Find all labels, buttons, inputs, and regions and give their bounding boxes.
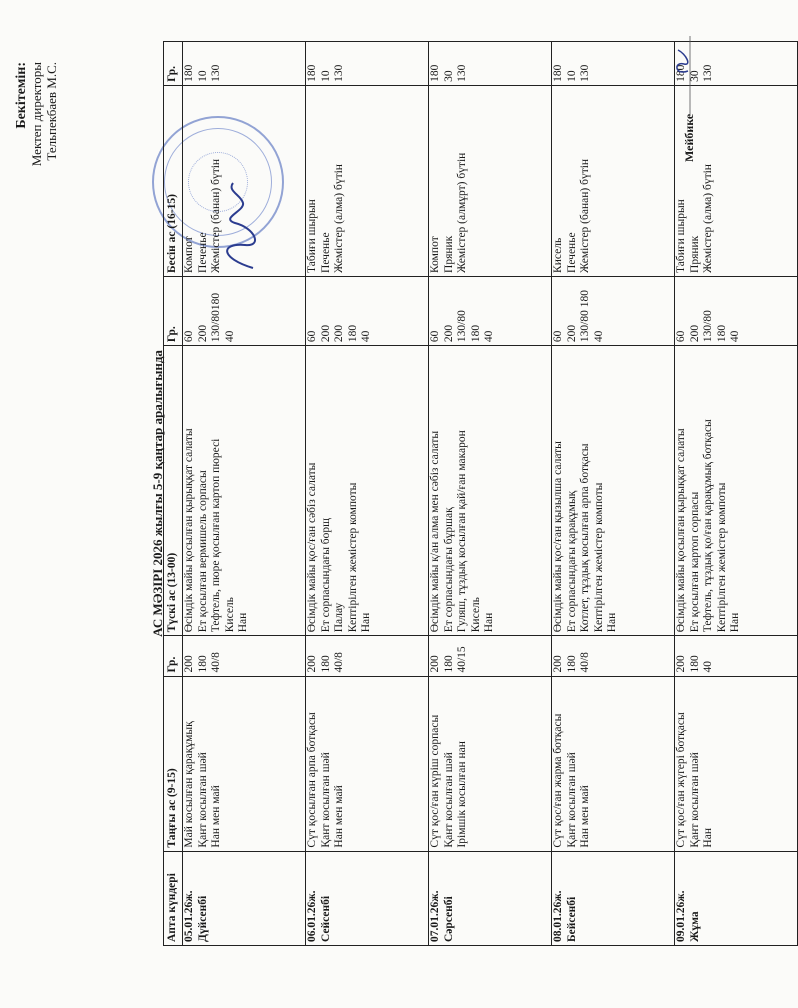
- gram-value: 180: [715, 324, 728, 343]
- approval-title: Бекітемін:: [14, 62, 29, 129]
- lunch-items-cell: [429, 346, 552, 636]
- gram-value: 200: [565, 324, 578, 343]
- gram-value: 200: [306, 655, 318, 673]
- dish-name: Котлет, тұздық косылған арпа ботқасы: [579, 443, 591, 633]
- gram-value: 10: [319, 70, 332, 82]
- row-date: 08.01.26ж.: [552, 890, 564, 942]
- gram-value: 40/8: [210, 652, 222, 673]
- approval-position: Мектеп директоры: [29, 62, 44, 167]
- dish-name: Өсімдік майы қ/ан алма мен сәбіз салаты: [429, 430, 441, 633]
- gram-value: 200: [675, 655, 687, 673]
- dish-name: Май косылған қарақұмық: [183, 721, 195, 848]
- gram-value: 40: [483, 330, 495, 343]
- breakfast-grams-cell: [183, 636, 306, 676]
- dish-name: Кептірілген жемістер компоты: [715, 482, 728, 633]
- dish-name: Өсімдік майы қос/ған сәбіз салаты: [306, 462, 318, 633]
- day-cell: [552, 851, 675, 945]
- gram-value: 180: [552, 64, 564, 82]
- dish-name: Өсімдік майы қос/ған қызылша салаты: [552, 441, 564, 633]
- dish-name: Кептірілген жемістер компоты: [592, 482, 605, 633]
- gram-value: 10: [565, 70, 578, 82]
- gram-value: 130: [579, 64, 591, 82]
- lunch-grams-cell: [306, 276, 429, 345]
- breakfast-grams-cell: [429, 636, 552, 676]
- row-weekday: Дүйсенбі: [196, 895, 209, 942]
- gram-value: 180: [346, 324, 359, 343]
- gram-value: 130: [702, 64, 714, 82]
- snack-grams-cell: [183, 42, 306, 86]
- dish-name: Сүт қос/ған жүгері ботқасы: [675, 712, 687, 848]
- table-header-row: [164, 42, 183, 946]
- gram-value: 180: [442, 655, 455, 673]
- gram-value: 200: [552, 655, 564, 673]
- lunch-grams-cell: [552, 276, 675, 345]
- table-row: [429, 42, 552, 946]
- dish-name: Қант косылған шәй: [319, 752, 332, 848]
- lunch-grams-cell: [429, 276, 552, 345]
- dish-name: Жемістер (банан) бүтін: [579, 158, 591, 273]
- gram-value: 200: [183, 655, 195, 673]
- snack-items-cell: [552, 85, 675, 276]
- gram-value: 40/8: [333, 652, 345, 673]
- nurse-signature: [672, 36, 694, 116]
- gram-value: 130/80 180: [579, 289, 591, 343]
- snack-items-cell: [183, 85, 306, 276]
- dish-name: Ірімшік косылған нан: [456, 741, 468, 848]
- gram-value: 180: [565, 655, 578, 673]
- dish-name: Нан: [606, 612, 618, 633]
- lunch-grams-cell: [675, 276, 798, 345]
- approval-name: Тельпекбаев М.С.: [44, 62, 59, 161]
- gram-value: 30: [688, 70, 701, 82]
- dish-name: Компот: [429, 236, 441, 273]
- dish-name: Қант косылған шәй: [442, 752, 455, 848]
- dish-name: Кисель: [223, 597, 236, 633]
- dish-name: Ет сорпасындағы борщ: [319, 517, 332, 633]
- breakfast-items-cell: [429, 676, 552, 851]
- header-lunch: Түскі ас (13-00): [164, 346, 183, 636]
- breakfast-grams-cell: [552, 636, 675, 676]
- dish-name: Ет сорпасындағы бұршақ: [442, 507, 455, 633]
- lunch-items-cell: [552, 346, 675, 636]
- menu-table-body: [183, 42, 798, 946]
- dish-name: Нан: [360, 612, 372, 633]
- dish-name: Пряник: [442, 235, 455, 273]
- dish-name: Нан: [237, 612, 249, 633]
- gram-value: 60: [675, 330, 687, 343]
- row-date: 09.01.26ж.: [675, 890, 687, 942]
- gram-value: 130: [456, 64, 468, 82]
- dish-name: Табиғи шырын: [675, 199, 687, 273]
- dish-name: Компот: [183, 236, 195, 273]
- table-row: [306, 42, 429, 946]
- dish-name: Нан: [483, 612, 495, 633]
- lunch-grams-cell: [183, 276, 306, 345]
- gram-value: 60: [183, 330, 195, 343]
- nurse-label: Мейбике: [682, 113, 696, 162]
- gram-value: 180: [675, 64, 687, 82]
- breakfast-items-cell: [675, 676, 798, 851]
- dish-name: Кисель: [552, 237, 564, 273]
- snack-items-cell: [306, 85, 429, 276]
- row-weekday: Бейсенбі: [565, 896, 578, 942]
- dish-name: Жемістер (алма) бүтін: [702, 164, 714, 273]
- gram-value: 180: [319, 655, 332, 673]
- gram-value: 60: [429, 330, 441, 343]
- gram-value: 40/15: [456, 646, 468, 673]
- gram-value: 10: [196, 70, 209, 82]
- lunch-items-cell: [183, 346, 306, 636]
- dish-name: Печенье: [565, 232, 578, 273]
- dish-name: Өсімдік майы қосылған қырыққат салаты: [675, 428, 687, 633]
- lunch-items-cell: [306, 346, 429, 636]
- menu-table: [163, 41, 798, 946]
- menu-title: АС МӘЗІРІ 2026 жылғы 5-9 қаңтар аралығында: [150, 350, 165, 637]
- row-date: 05.01.26ж.: [183, 890, 195, 942]
- dish-name: Өсімдік майы қосылған қырыққат салаты: [183, 428, 195, 633]
- gram-value: 180: [688, 655, 701, 673]
- gram-value: 200: [196, 324, 209, 343]
- breakfast-items-cell: [306, 676, 429, 851]
- breakfast-items-cell: [183, 676, 306, 851]
- gram-value: 30: [442, 70, 455, 82]
- breakfast-items-cell: [552, 676, 675, 851]
- gram-value: 200: [429, 655, 441, 673]
- gram-value: 40: [702, 661, 714, 673]
- snack-grams-cell: [552, 42, 675, 86]
- dish-name: Тефтель, тұздық қо/ған қарақұмық ботқасы: [702, 419, 714, 633]
- gram-value: 200: [319, 324, 332, 343]
- gram-value: 200: [333, 324, 345, 343]
- dish-name: Қант косылған шәй: [196, 752, 209, 848]
- snack-items-cell: [429, 85, 552, 276]
- gram-value: 200: [442, 324, 455, 343]
- gram-value: 60: [552, 330, 564, 343]
- dish-name: Палау: [333, 602, 345, 633]
- gram-value: 200: [688, 324, 701, 343]
- dish-name: Қант косылған шәй: [565, 752, 578, 848]
- table-row: [675, 42, 798, 946]
- row-weekday: Жұма: [688, 911, 701, 942]
- day-cell: [183, 851, 306, 945]
- gram-value: 60: [306, 330, 318, 343]
- dish-name: Ет сорпасындағы қарақұмық: [565, 490, 578, 633]
- dish-name: Ет қосылған картоп сорпасы: [688, 491, 701, 633]
- dish-name: Нан: [702, 828, 714, 848]
- dish-name: Кисель: [469, 597, 482, 633]
- dish-name: Жемістер (алма) бүтін: [333, 164, 345, 273]
- row-weekday: Сәрсенбі: [442, 896, 455, 942]
- dish-name: Пряник: [688, 235, 701, 273]
- day-cell: [306, 851, 429, 945]
- dish-name: Тефтель, пюре қосылған картоп пюресі: [210, 438, 222, 633]
- gram-value: 40: [360, 330, 372, 343]
- gram-value: 180: [469, 324, 482, 343]
- gram-value: 40/8: [579, 652, 591, 673]
- gram-value: 40: [592, 330, 605, 343]
- dish-name: Қант косылған шәй: [688, 752, 701, 848]
- dish-name: Ет қосылған вермишель сорпасы: [196, 470, 209, 633]
- dish-name: Табиғи шырын: [306, 199, 318, 273]
- row-date: 07.01.26ж.: [429, 890, 441, 942]
- dish-name: Нан: [729, 612, 741, 633]
- snack-grams-cell: [429, 42, 552, 86]
- gram-value: 130/80: [456, 310, 468, 343]
- dish-name: Печенье: [196, 232, 209, 273]
- dish-name: Кептірілген жемістер компоты: [346, 482, 359, 633]
- day-cell: [675, 851, 798, 945]
- day-cell: [429, 851, 552, 945]
- header-snack-grams: Гр.: [164, 42, 183, 86]
- gram-value: 130: [210, 64, 222, 82]
- dish-name: Сүт қос/ған күріш сорпасы: [429, 714, 441, 848]
- header-snack: Бесін ас (16-15): [164, 85, 183, 276]
- gram-value: 40: [223, 330, 236, 343]
- dish-name: Гуляш, тұздық косылған қай/ған макарон: [456, 430, 468, 633]
- table-row: [552, 42, 675, 946]
- gram-value: 180: [196, 655, 209, 673]
- dish-name: Нан мен май: [579, 785, 591, 848]
- lunch-items-cell: [675, 346, 798, 636]
- approval-block: [14, 62, 59, 166]
- dish-name: Печенье: [319, 232, 332, 273]
- gram-value: 130/80180: [210, 292, 222, 343]
- gram-value: 40: [729, 330, 741, 343]
- snack-grams-cell: [306, 42, 429, 86]
- dish-name: Сүт қосылған арпа ботқасы: [306, 712, 318, 848]
- header-breakfast: Таңғы ас (9-15): [164, 676, 183, 851]
- dish-name: Жемістер (алмұрт) бүтін: [456, 152, 468, 273]
- breakfast-grams-cell: [675, 636, 798, 676]
- table-row: [183, 42, 306, 946]
- row-date: 06.01.26ж.: [306, 890, 318, 942]
- dish-name: Сүт қос/ған жарма ботқасы: [552, 713, 564, 848]
- gram-value: 130: [333, 64, 345, 82]
- gram-value: 180: [306, 64, 318, 82]
- dish-name: Жемістер (банан) бүтін: [210, 158, 222, 273]
- breakfast-grams-cell: [306, 636, 429, 676]
- gram-value: 180: [429, 64, 441, 82]
- row-weekday: Сейсенбі: [319, 895, 332, 942]
- gram-value: 130/80: [702, 310, 714, 343]
- dish-name: Нан мен май: [333, 785, 345, 848]
- dish-name: Нан мен май: [210, 785, 222, 848]
- header-breakfast-grams: Гр.: [164, 636, 183, 676]
- gram-value: 180: [183, 64, 195, 82]
- header-lunch-grams: Гр.: [164, 276, 183, 345]
- header-day: Апта күндері: [164, 851, 183, 945]
